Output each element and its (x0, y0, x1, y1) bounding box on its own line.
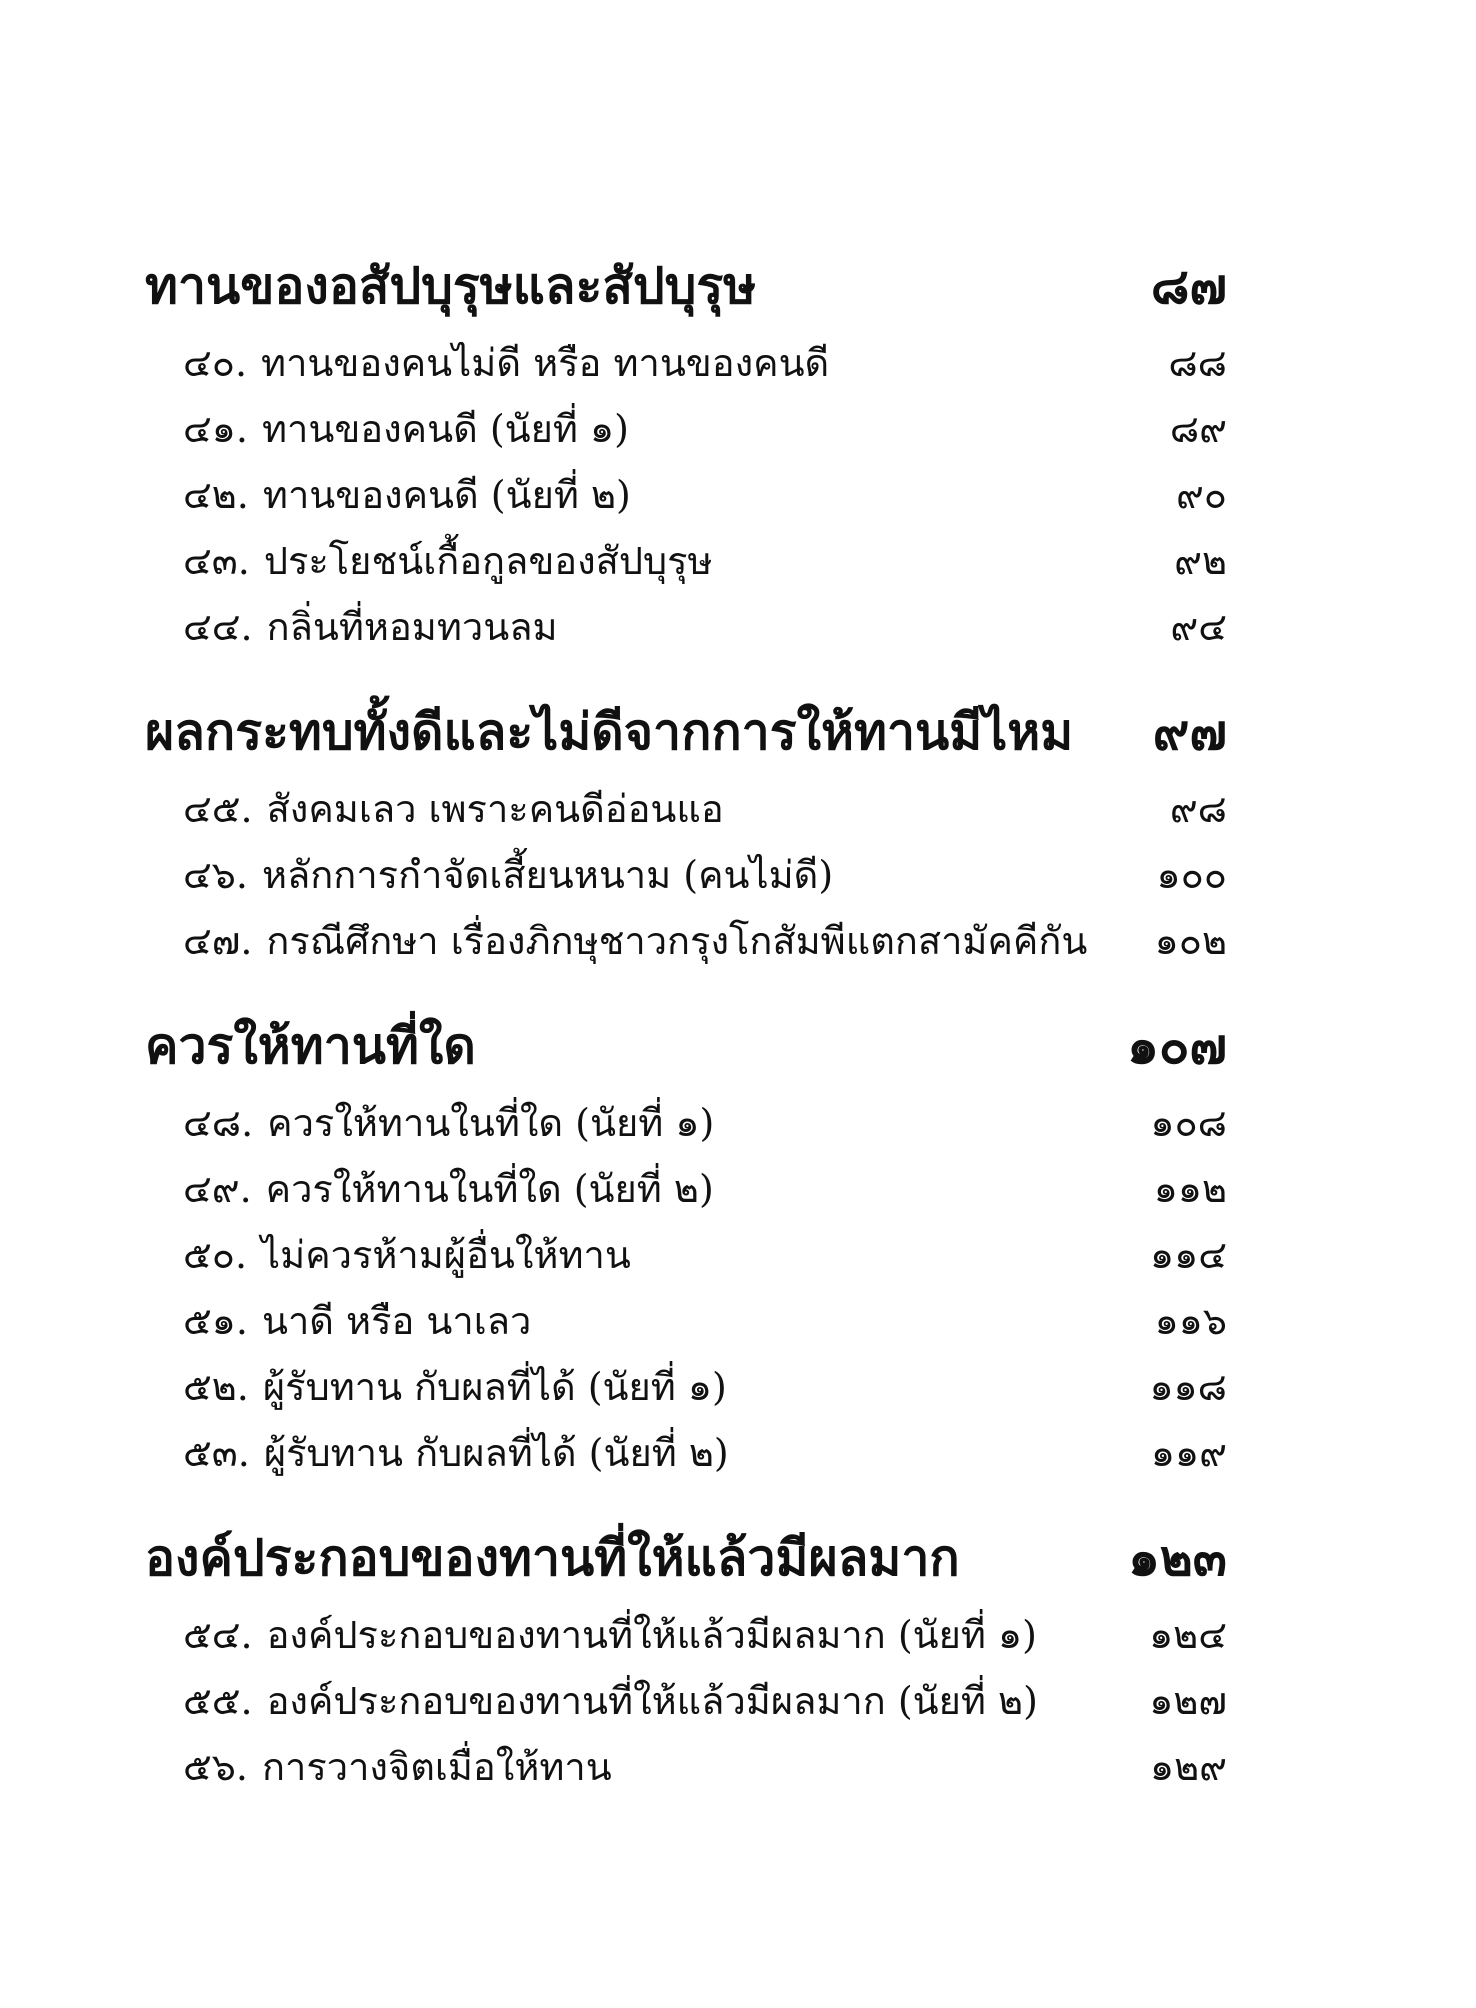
entry-page-number: ๙๔ (1170, 605, 1227, 649)
entry-list (145, 1602, 1227, 1800)
section-heading (145, 1008, 1227, 1084)
entry-number: ๔๗. (183, 919, 253, 963)
entry-number: ๕๖. (183, 1745, 248, 1789)
toc-entry (145, 330, 1227, 396)
entry-title: นาดี หรือ นาเลว (261, 1299, 532, 1343)
entry-number: ๔๓. (183, 539, 250, 583)
entry-number: ๕๕. (183, 1679, 253, 1723)
entry-label (145, 1668, 1038, 1734)
entry-title: สังคมเลว เพราะคนดีอ่อนแอ (266, 787, 724, 831)
entry-label (145, 1354, 727, 1420)
entry-number: ๔๒. (183, 473, 249, 517)
toc-entry (145, 1354, 1227, 1420)
section-page-number: ๙๗ (1152, 702, 1227, 761)
entry-number: ๔๐. (183, 341, 248, 385)
section-page-number: ๑๐๗ (1127, 1016, 1227, 1075)
entry-page-number: ๑๑๘ (1149, 1365, 1227, 1409)
entry-list (145, 1090, 1227, 1486)
entry-number: ๕๑. (183, 1299, 248, 1343)
toc-entry (145, 1420, 1227, 1486)
toc-section (145, 248, 1227, 660)
toc-section (145, 1008, 1227, 1486)
toc-entry (145, 594, 1227, 660)
toc-entry (145, 1156, 1227, 1222)
entry-number: ๔๖. (183, 853, 248, 897)
entry-page-number: ๑๐๘ (1150, 1101, 1227, 1145)
toc-entry (145, 1222, 1227, 1288)
entry-page-number: ๑๑๒ (1153, 1167, 1227, 1211)
section-page-number: ๑๒๓ (1128, 1528, 1227, 1587)
toc-entry (145, 842, 1227, 908)
entry-label (145, 908, 1087, 974)
entry-label (145, 1420, 729, 1486)
entry-title: ผู้รับทาน กับผลที่ได้ (นัยที่ ๒) (263, 1431, 729, 1475)
entry-number: ๔๕. (183, 787, 253, 831)
entry-label (145, 462, 631, 528)
section-heading (145, 1520, 1227, 1596)
section-title: ควรให้ทานที่ใด (145, 1016, 476, 1075)
entry-page-number: ๑๑๙ (1150, 1431, 1227, 1475)
entry-page-number: ๑๒๙ (1149, 1745, 1227, 1789)
entry-number: ๕๐. (183, 1233, 248, 1277)
toc-entry (145, 528, 1227, 594)
entry-page-number: ๙๒ (1174, 539, 1227, 583)
entry-list (145, 330, 1227, 660)
section-title: องค์ประกอบของทานที่ให้แล้วมีผลมาก (145, 1528, 960, 1587)
entry-number: ๔๑. (183, 407, 248, 451)
entry-number: ๔๔. (183, 605, 253, 649)
entry-label (145, 842, 833, 908)
entry-page-number: ๑๐๒ (1154, 919, 1227, 963)
entry-page-number: ๑๑๔ (1149, 1233, 1227, 1277)
section-heading (145, 248, 1227, 324)
entry-title: องค์ประกอบของทานที่ให้แล้วมีผลมาก (นัยที่ ๒) (266, 1679, 1038, 1723)
entry-label (145, 528, 713, 594)
entry-page-number: ๘๙ (1169, 407, 1227, 451)
section-page-number: ๘๗ (1150, 256, 1227, 315)
entry-number: ๕๒. (183, 1365, 249, 1409)
entry-title: กรณีศึกษา เรื่องภิกษุชาวกรุงโกสัมพีแตกสามัคคีกัน (266, 919, 1088, 963)
entry-label (145, 330, 829, 396)
entry-label (145, 1156, 714, 1222)
entry-page-number: ๑๒๔ (1149, 1613, 1227, 1657)
toc-entry (145, 1668, 1227, 1734)
entry-title: องค์ประกอบของทานที่ให้แล้วมีผลมาก (นัยที่ ๑) (266, 1613, 1037, 1657)
toc-entry (145, 1734, 1227, 1800)
section-heading (145, 694, 1227, 770)
entry-title: ไม่ควรห้ามผู้อื่นให้ทาน (261, 1233, 631, 1277)
toc-entry (145, 908, 1227, 974)
entry-page-number: ๑๑๖ (1154, 1299, 1227, 1343)
toc-entry (145, 1090, 1227, 1156)
entry-title: ควรให้ทานในที่ใด (นัยที่ ๒) (265, 1167, 714, 1211)
entry-page-number: ๙๐ (1175, 473, 1227, 517)
entry-title: ทานของคนไม่ดี หรือ ทานของคนดี (261, 341, 830, 385)
entry-label (145, 1090, 714, 1156)
entry-title: ควรให้ทานในที่ใด (นัยที่ ๑) (267, 1101, 715, 1145)
entry-title: หลักการกำจัดเสี้ยนหนาม (คนไม่ดี) (261, 853, 834, 897)
entry-number: ๕๓. (183, 1431, 250, 1475)
entry-number: ๕๔. (183, 1613, 253, 1657)
entry-title: กลิ่นที่หอมทวนลม (266, 605, 558, 649)
entry-label (145, 1602, 1037, 1668)
entry-title: การวางจิตเมื่อให้ทาน (261, 1745, 612, 1789)
entry-label (145, 1288, 531, 1354)
entry-title: ประโยชน์เกื้อกูลของสัปบุรุษ (263, 539, 713, 583)
entry-page-number: ๑๐๐ (1156, 853, 1227, 897)
entry-title: ทานของคนดี (นัยที่ ๒) (262, 473, 631, 517)
entry-number: ๔๘. (183, 1101, 254, 1145)
section-title: ผลกระทบทั้งดีและไม่ดีจากการให้ทานมีไหม (145, 702, 1074, 761)
toc-section (145, 1520, 1227, 1800)
entry-page-number: ๑๒๗ (1149, 1679, 1227, 1723)
toc-entry (145, 1288, 1227, 1354)
toc-entry (145, 1602, 1227, 1668)
entry-title: ผู้รับทาน กับผลที่ได้ (นัยที่ ๑) (262, 1365, 727, 1409)
entry-page-number: ๙๘ (1169, 787, 1227, 831)
entry-label (145, 594, 558, 660)
entry-label (145, 1734, 612, 1800)
entry-label (145, 776, 724, 842)
entry-number: ๔๙. (183, 1167, 252, 1211)
toc-entry (145, 462, 1227, 528)
entry-label (145, 1222, 631, 1288)
toc-section (145, 694, 1227, 974)
toc-entry (145, 776, 1227, 842)
entry-page-number: ๘๘ (1168, 341, 1227, 385)
entry-list (145, 776, 1227, 974)
toc-entry (145, 396, 1227, 462)
entry-title: ทานของคนดี (นัยที่ ๑) (261, 407, 629, 451)
entry-label (145, 396, 629, 462)
section-title: ทานของอสัปบุรุษและสัปบุรุษ (145, 256, 757, 315)
table-of-contents (145, 248, 1227, 1834)
